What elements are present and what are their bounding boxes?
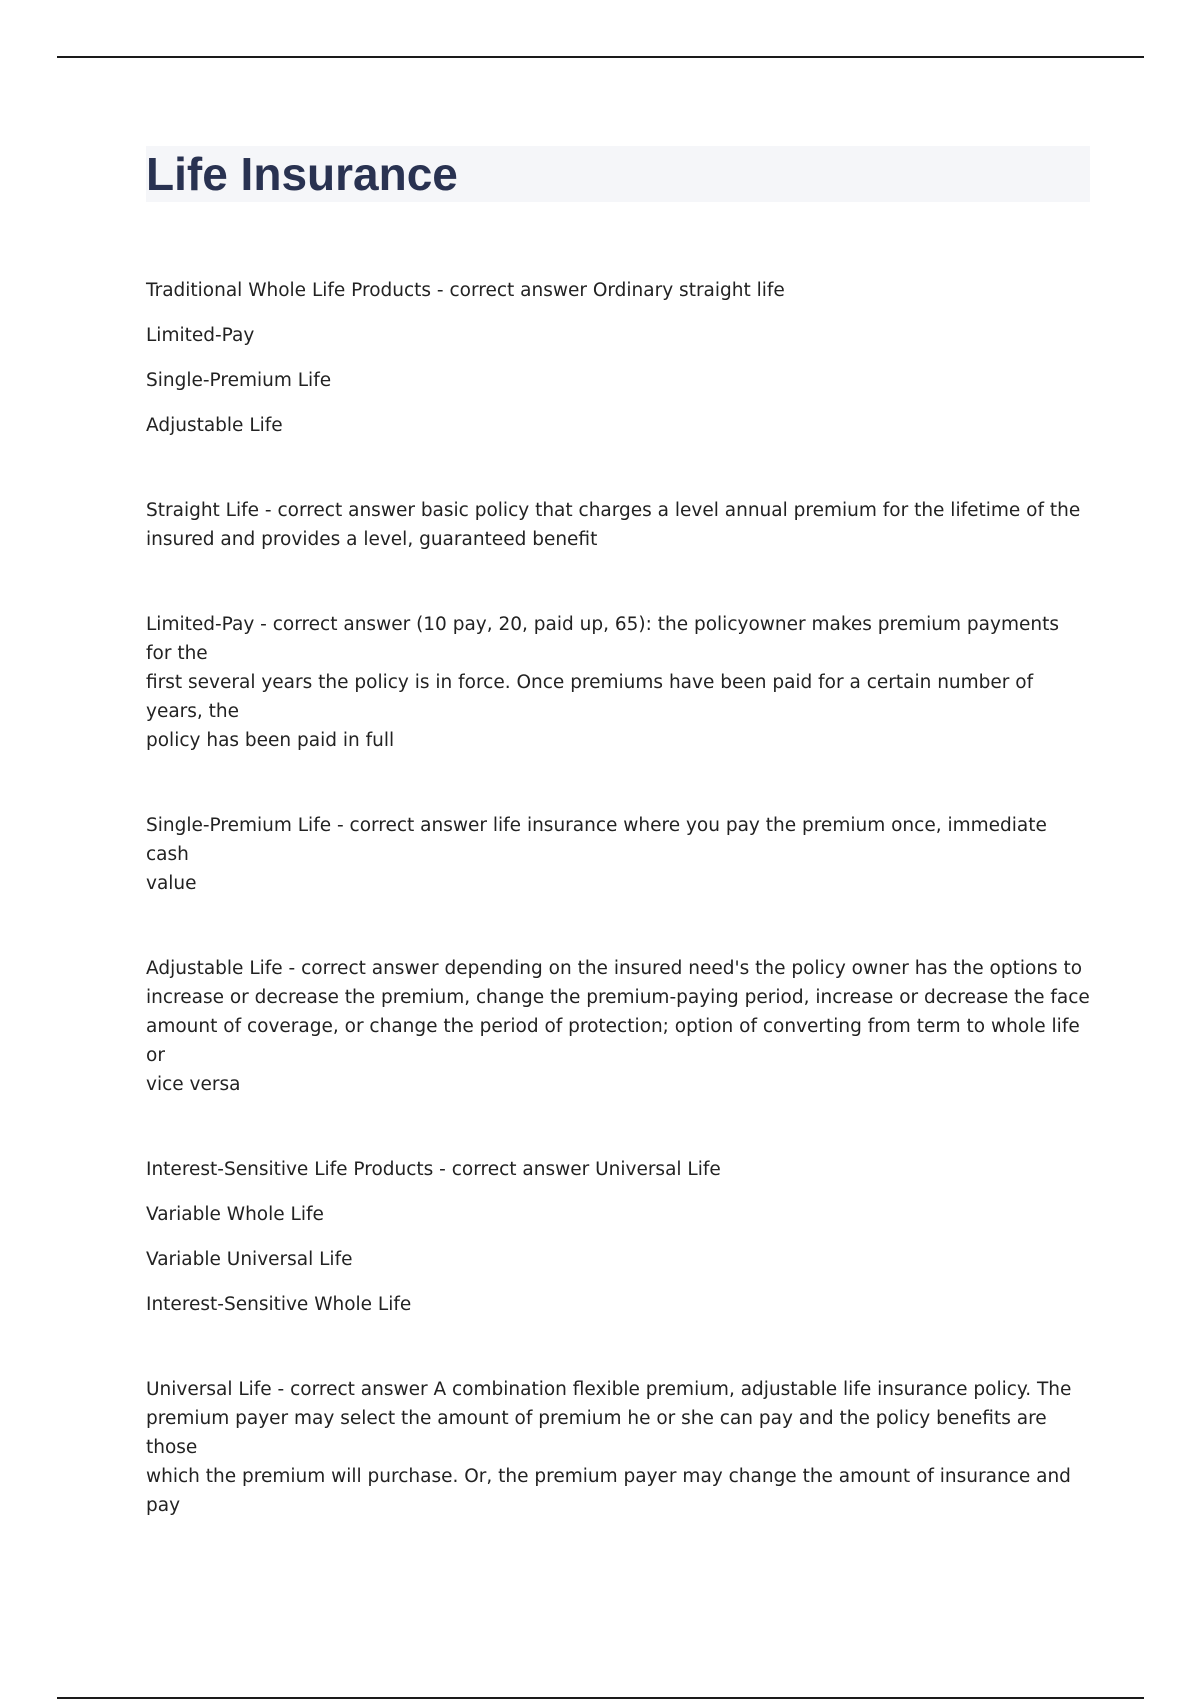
term-list-block xyxy=(146,1155,1090,1319)
list-item: Single-Premium Life xyxy=(146,370,332,391)
list-item: Limited-Pay xyxy=(146,325,255,346)
page-title: Life Insurance xyxy=(146,148,458,200)
paragraph-line: vice versa xyxy=(146,1074,241,1095)
paragraph-line: amount of coverage, or change the period of protection; option of converting from term to whole life or xyxy=(146,1016,1080,1066)
definition-paragraph xyxy=(146,954,1090,1099)
bottom-rule xyxy=(57,1697,1144,1699)
title-banner xyxy=(146,146,1090,202)
definition-paragraph xyxy=(146,610,1090,755)
list-item: Adjustable Life xyxy=(146,415,283,436)
definition-paragraph xyxy=(146,496,1090,554)
list-item: Variable Universal Life xyxy=(146,1249,353,1270)
document-body xyxy=(146,146,1090,1520)
top-rule xyxy=(57,56,1144,58)
paragraph-line: Straight Life - correct answer basic policy that charges a level annual premium for the lifetime of the xyxy=(146,500,1081,521)
paragraph-line: Universal Life - correct answer A combination flexible premium, adjustable life insurance policy. The xyxy=(146,1379,1072,1400)
definition-paragraph xyxy=(146,811,1090,898)
paragraph-line: Single-Premium Life - correct answer life insurance where you pay the premium once, immediate cash xyxy=(146,815,1047,865)
paragraph-line: Adjustable Life - correct answer depending on the insured need's the policy owner has the options to xyxy=(146,958,1083,979)
paragraph-line: which the premium will purchase. Or, the premium payer may change the amount of insurance and pay xyxy=(146,1466,1071,1516)
list-heading: Traditional Whole Life Products - correct answer Ordinary straight life xyxy=(146,280,785,301)
paragraph-line: increase or decrease the premium, change the premium-paying period, increase or decrease the face xyxy=(146,987,1090,1008)
list-item: Variable Whole Life xyxy=(146,1204,324,1225)
paragraph-line: Limited-Pay - correct answer (10 pay, 20, paid up, 65): the policyowner makes premium payments for the xyxy=(146,614,1059,664)
term-list-block xyxy=(146,276,1090,440)
list-heading: Interest-Sensitive Life Products - correct answer Universal Life xyxy=(146,1159,721,1180)
paragraph-line: premium payer may select the amount of premium he or she can pay and the policy benefits are those xyxy=(146,1408,1047,1458)
list-item: Interest-Sensitive Whole Life xyxy=(146,1294,412,1315)
entries-container xyxy=(146,276,1090,1520)
paragraph-line: first several years the policy is in force. Once premiums have been paid for a certain number of years, the xyxy=(146,672,1034,722)
paragraph-line: value xyxy=(146,873,197,894)
paragraph-line: insured and provides a level, guaranteed benefit xyxy=(146,529,598,550)
paragraph-line: policy has been paid in full xyxy=(146,730,395,751)
definition-paragraph xyxy=(146,1375,1090,1520)
